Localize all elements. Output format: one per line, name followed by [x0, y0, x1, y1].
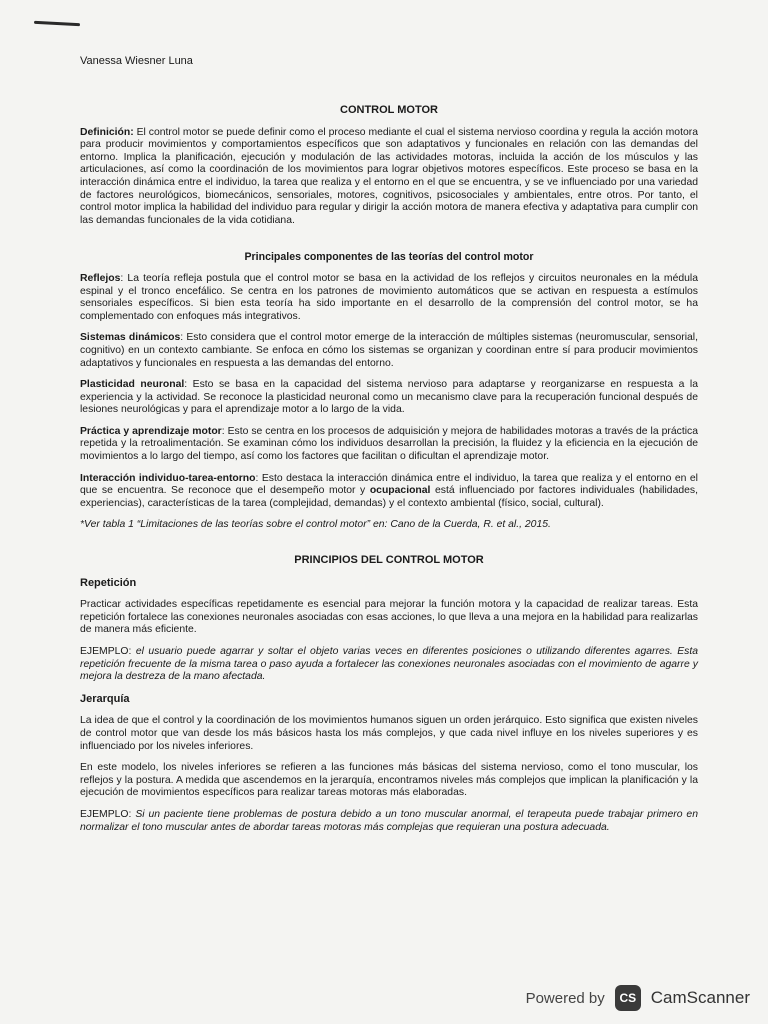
component-text: : Esto considera que el control motor emerge de la interacción de múltiples sistemas (neuromuscular, sensorial, cognitivo) en un contexto cambiante. Se enfoca en cómo los sistemas se organizan y coordinan entre sí para producir movimientos adaptativos y funcionales en respuesta a las demandas del entorno. [80, 332, 698, 369]
repeticion-example [80, 646, 698, 684]
camscanner-watermark [526, 982, 750, 1014]
example-label: EJEMPLO: [80, 646, 132, 657]
components-heading: Principales componentes de las teorías del control motor [244, 251, 534, 264]
camscanner-name: CamScanner [650, 988, 750, 1007]
pen-mark [34, 21, 80, 26]
document-title: CONTROL MOTOR [340, 104, 438, 116]
component-bold-word: ocupacional [369, 485, 431, 497]
component-label: Plasticidad neuronal [80, 379, 185, 391]
definition-label: Definición: [80, 126, 134, 138]
reference-note: *Ver tabla 1 “Limitaciones de las teorías sobre el control motor” en: Cano de la Cuerda, R. et al., 2015. [80, 519, 551, 531]
component-reflejos [80, 273, 698, 323]
principles-heading: PRINCIPIOS DEL CONTROL MOTOR [294, 554, 484, 567]
component-label: Interacción individuo-tarea-entorno [80, 472, 256, 484]
jerarquia-text-1: La idea de que el control y la coordinación de los movimientos humanos siguen un orden jerárquico. Esto significa que existen niveles de control motor que van desde los más básicos hasta los más complejos, y que cada nivel influye en los niveles superiores y es influenciado por los niveles inferiores. [80, 715, 698, 752]
component-plasticidad [80, 379, 698, 417]
camscanner-logo-icon: CS [615, 985, 641, 1011]
component-label: Práctica y aprendizaje motor [80, 425, 222, 437]
example-text: el usuario puede agarrar y soltar el objeto varias veces en diferentes posiciones o utilizando diferentes agarres. Esta repetición frecuente de la misma tarea o paso ayuda a fortalecer las conexiones neuronales asociadas con el movimiento de agarre y mejora la destreza de la mano afectada. [80, 646, 698, 683]
repeticion-text: Practicar actividades específicas repetidamente es esencial para mejorar la función motora y la capacidad de realizar tareas. Esta repetición fortalece las conexiones neuronales asociadas con esas acciones, lo que lleva a una mejora en la habilidad para realizarlas de manera más eficiente. [80, 599, 698, 636]
component-label: Sistemas dinámicos [80, 332, 181, 344]
component-practica [80, 426, 698, 464]
component-text: : Esto se basa en la capacidad del sistema nervioso para adaptarse y reorganizarse en respuesta a la experiencia y la actividad. Se reconoce la plasticidad neuronal como un mecanismo clave para la recuperación funcional después de lesiones neurológicas y para el aprendizaje motor a lo largo de la vida. [80, 379, 699, 416]
powered-by-label: Powered by [525, 989, 605, 1007]
definition-paragraph [80, 127, 698, 228]
jerarquia-text-2: En este modelo, los niveles inferiores se refieren a las funciones más básicas del sistema nervioso, como el tono muscular, los reflejos y la postura. A medida que ascendemos en la jerarquía, encontramos niveles más complejos que implican la planificación y la ejecución de movimientos específicos para realizar tareas motoras más elaboradas. [80, 762, 698, 799]
component-sistemas-dinamicos [80, 332, 698, 370]
example-text: Si un paciente tiene problemas de postura debido a un tono muscular anormal, el terapeuta puede trabajar primero en normalizar el tono muscular antes de abordar tareas motoras más complejas que requieran una postura adecuada. [80, 808, 698, 833]
jerarquia-heading: Jerarquía [80, 692, 130, 705]
component-text: : Esto destaca la interacción dinámica entre el individuo, la tarea que realiza y el entorno en el que se encuentra. Se reconoce que el desempeño motor y [80, 472, 698, 497]
author-name: Vanessa Wiesner Luna [80, 55, 193, 67]
repeticion-heading: Repetición [80, 576, 137, 589]
example-label: EJEMPLO: [80, 808, 132, 820]
component-text: : La teoría refleja postula que el control motor se basa en la actividad de los reflejos y circuitos neuronales en la médula espinal y el tronco encefálico. Se centra en los patrones de movimiento automáticos que se activan en respuesta a estímulos sensoriales específicos. Si bien esta teoría ha sido importante en el desarrollo de la comprensión del control motor, se ha complementado con enfoques más integrativos. [80, 272, 698, 322]
jerarquia-example [80, 809, 698, 834]
component-text: : Esto se centra en los procesos de adquisición y mejora de habilidades motoras a través de la práctica repetida y la retroalimentación. Se examinan cómo los individuos desarrollan la precisión, la fluidez y la eficiencia en la ejecución de movimientos a lo largo del tiempo, así como los factores que facilitan o dificultan el aprendizaje motor. [80, 425, 698, 463]
definition-text: El control motor se puede definir como el proceso mediante el cual el sistema nervioso coordina y regula la acción motora para producir movimientos y comportamientos específicos que son adaptativos y funcionales en relación con las demandas del entorno. Implica la planificación, ejecución y modulación de las actividades motoras, incluida la acción de los músculos y las articulaciones, así como la coordinación de los movimientos para lograr objetivos motores específicos. Este proceso se basa en la interacción dinámica entre el individuo, la tarea que realiza y el entorno en el que se encuentra, y se ve influenciado por una variedad de factores neurológicos, biomecánicos, sensoriales, motores, cognitivos, psicosociales y ambientales, entre otros. Por tanto, el control motor implica la habilidad del individuo para regular y dirigir la acción motora de manera efectiva y adaptativa para cumplir con las demandas funcionales de la vida cotidiana. [80, 126, 698, 226]
component-text: está influenciado por factores individuales (habilidades, experiencias), características de la tarea (complejidad, demandas) y el contexto ambiental (físico, social, cultural). [80, 485, 699, 509]
document-body [80, 104, 698, 843]
component-label: Reflejos [80, 272, 121, 284]
component-interaccion [80, 473, 698, 511]
